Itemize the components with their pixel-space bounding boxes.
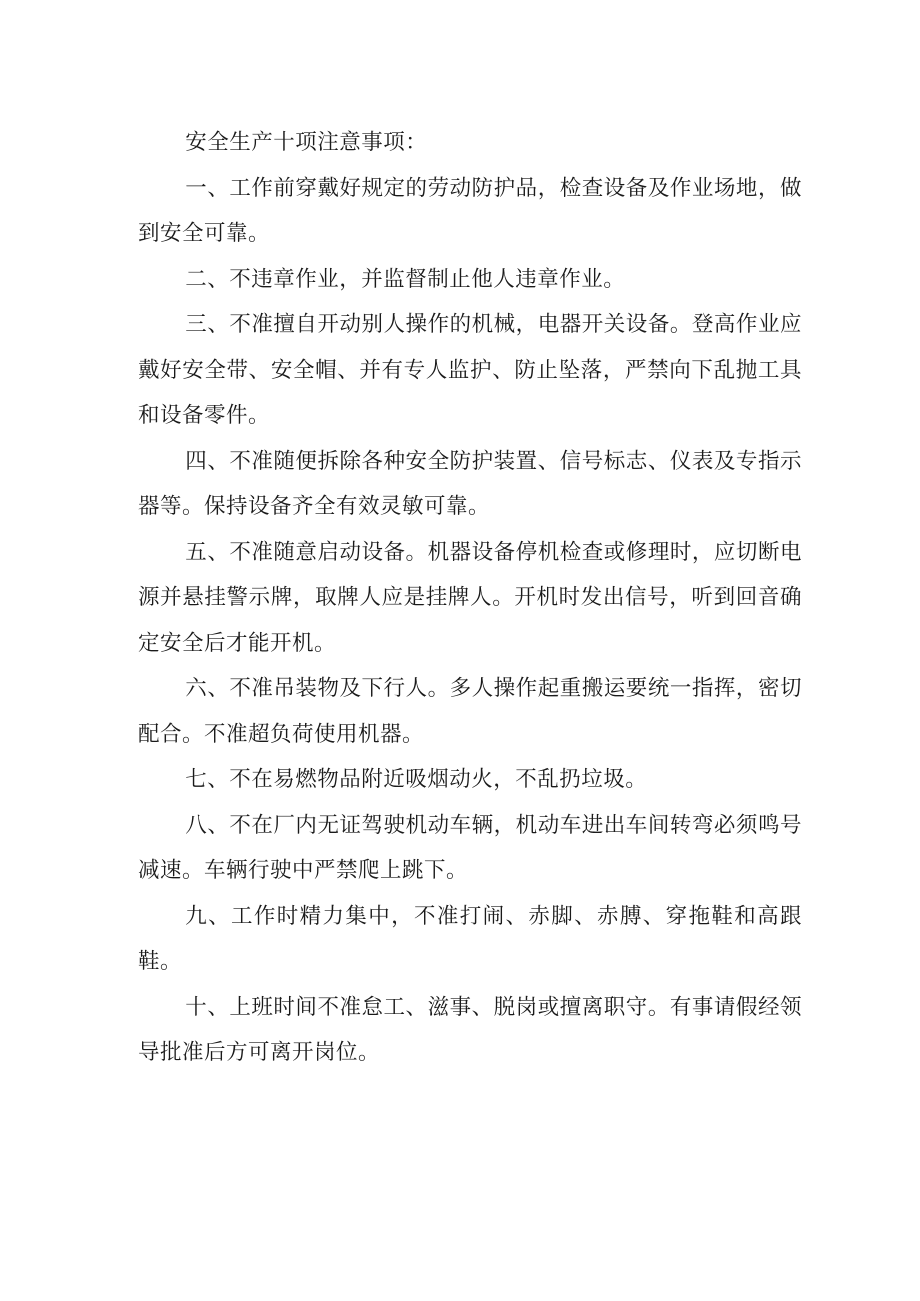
- rule-item-5: 五、不准随意启动设备。机器设备停机检查或修理时，应切断电源并悬挂警示牌，取牌人应是挂牌人。开机时发出信号，听到回音确定安全后才能开机。: [138, 539, 802, 656]
- rule-item-7: 七、不在易燃物品附近吸烟动火，不乱扔垃圾。: [185, 767, 648, 792]
- document-heading: 安全生产十项注意事项：: [185, 130, 428, 155]
- rule-item-8: 八、不在厂内无证驾驶机动车辆，机动车进出车间转弯必须鸣号减速。车辆行驶中严禁爬上跳下。: [138, 812, 802, 883]
- rule-item-2: 二、不违章作业，并监督制止他人违章作业。: [185, 266, 626, 292]
- rule-item-4: 四、不准随便拆除各种安全防护装置、信号标志、仪表及专指示器等。保持设备齐全有效灵敏可靠。: [138, 448, 802, 519]
- rule-item-6: 六、不准吊装物及下行人。多人操作起重搬运要统一指挥，密切配合。不准超负荷使用机器。: [138, 676, 802, 747]
- document-body: [138, 120, 802, 1076]
- rule-item-10: 十、上班时间不准怠工、滋事、脱岗或擅离职守。有事请假经领导批准后方可离开岗位。: [138, 994, 802, 1065]
- rule-item-3: 三、不准擅自开动别人操作的机械，电器开关设备。登高作业应戴好安全带、安全帽、并有专人监护、防止坠落，严禁向下乱抛工具和设备零件。: [138, 312, 802, 428]
- rule-item-1: 一、工作前穿戴好规定的劳动防护品，检查设备及作业场地，做到安全可靠。: [138, 175, 802, 246]
- rule-item-9: 九、工作时精力集中，不准打闹、赤脚、赤膊、穿拖鞋和高跟鞋。: [138, 903, 802, 974]
